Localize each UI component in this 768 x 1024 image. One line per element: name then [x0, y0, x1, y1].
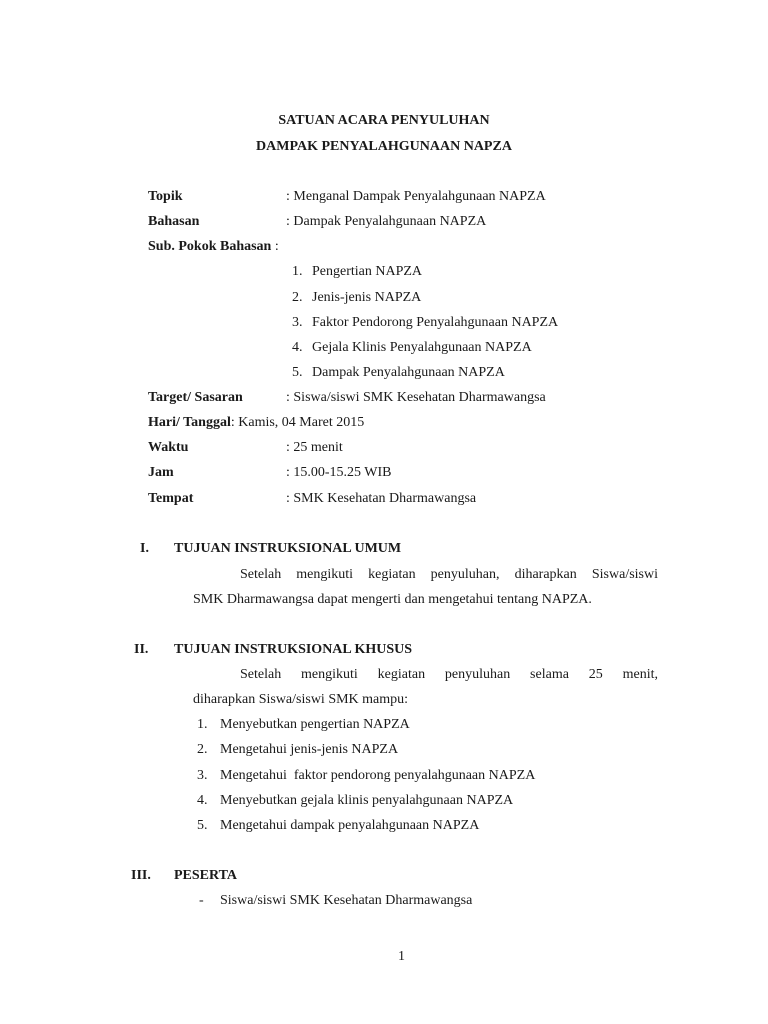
field-value-jam: : 15.00-15.25 WIB	[286, 465, 392, 480]
objective-number: 2.	[197, 742, 208, 757]
field-label-target: Target/ Sasaran	[148, 390, 243, 405]
sub-item-text: Pengertian NAPZA	[312, 264, 423, 279]
participant-item	[199, 892, 472, 910]
field-label-topik: Topik	[148, 189, 183, 204]
sub-item-text: Dampak Penyalahgunaan NAPZA	[312, 365, 505, 380]
sub-item-number: 3.	[292, 315, 303, 330]
sub-item-number: 4.	[292, 340, 303, 355]
sub-item	[292, 289, 421, 307]
objective-item	[197, 792, 513, 810]
section-1-heading: TUJUAN INSTRUKSIONAL UMUM	[174, 541, 402, 556]
section-1-paragraph-line-1: Setelah mengikuti kegiatan penyuluhan, diharapkan Siswa/siswi	[240, 567, 658, 582]
section-1-paragraph-line-2: SMK Dharmawangsa dapat mengerti dan mengetahui tentang NAPZA.	[193, 592, 592, 607]
objective-item	[197, 716, 410, 734]
objective-text: Mengetahui jenis-jenis NAPZA	[220, 742, 399, 757]
field-value-topik: : Menganal Dampak Penyalahgunaan NAPZA	[286, 189, 546, 204]
section-2-heading: TUJUAN INSTRUKSIONAL KHUSUS	[174, 642, 413, 657]
title-line-1: SATUAN ACARA PENYULUHAN	[278, 113, 490, 128]
bullet-dash: -	[199, 893, 204, 908]
sub-item	[292, 314, 558, 332]
objective-item	[197, 767, 535, 785]
page-number: 1	[398, 949, 405, 964]
section-2-paragraph-line-1: Setelah mengikuti kegiatan penyuluhan selama 25 menit,	[240, 667, 658, 682]
objective-text: Menyebutkan gejala klinis penyalahgunaan NAPZA	[220, 793, 514, 808]
field-value-hari: : Kamis, 04 Maret 2015	[230, 415, 365, 430]
field-sub-pokok	[148, 238, 279, 256]
field-value-tempat: : SMK Kesehatan Dharmawangsa	[286, 491, 477, 506]
objective-number: 4.	[197, 793, 208, 808]
section-2-paragraph-line-2: diharapkan Siswa/siswi SMK mampu:	[193, 692, 409, 707]
sub-item-number: 2.	[292, 290, 303, 305]
field-hari	[148, 414, 364, 432]
objective-text: Menyebutkan pengertian NAPZA	[220, 717, 410, 732]
sub-item-text: Gejala Klinis Penyalahgunaan NAPZA	[312, 340, 532, 355]
section-2-numeral: II.	[134, 642, 149, 657]
field-label-waktu: Waktu	[148, 440, 189, 455]
section-3-heading: PESERTA	[174, 868, 238, 883]
sub-item	[292, 364, 505, 382]
sub-item-text: Faktor Pendorong Penyalahgunaan NAPZA	[312, 315, 559, 330]
field-value-target: : Siswa/siswi SMK Kesehatan Dharmawangsa	[286, 390, 546, 405]
sub-item	[292, 339, 532, 357]
participant-text: Siswa/siswi SMK Kesehatan Dharmawangsa	[220, 893, 473, 908]
field-value-bahasan: : Dampak Penyalahgunaan NAPZA	[286, 214, 487, 229]
field-label-bahasan: Bahasan	[148, 214, 200, 229]
objective-item	[197, 741, 398, 759]
field-value-sub-pokok: :	[274, 239, 279, 254]
objective-number: 3.	[197, 768, 208, 783]
objective-text: Mengetahui faktor pendorong penyalahgunaan NAPZA	[220, 768, 536, 783]
objective-item	[197, 817, 479, 835]
objective-number: 5.	[197, 818, 208, 833]
field-label-hari: Hari/ Tanggal	[148, 415, 231, 430]
objective-text: Mengetahui dampak penyalahgunaan NAPZA	[220, 818, 480, 833]
section-3-numeral: III.	[131, 868, 151, 883]
field-label-tempat: Tempat	[148, 491, 194, 506]
sub-item-text: Jenis-jenis NAPZA	[312, 290, 422, 305]
field-value-waktu: : 25 menit	[286, 440, 343, 455]
sub-item	[292, 263, 422, 281]
sub-item-number: 5.	[292, 365, 303, 380]
section-1-numeral: I.	[140, 541, 149, 556]
field-label-sub-pokok: Sub. Pokok Bahasan	[148, 239, 272, 254]
objective-number: 1.	[197, 717, 208, 732]
title-line-2: DAMPAK PENYALAHGUNAAN NAPZA	[256, 139, 512, 154]
sub-item-number: 1.	[292, 264, 303, 279]
field-label-jam: Jam	[148, 465, 174, 480]
